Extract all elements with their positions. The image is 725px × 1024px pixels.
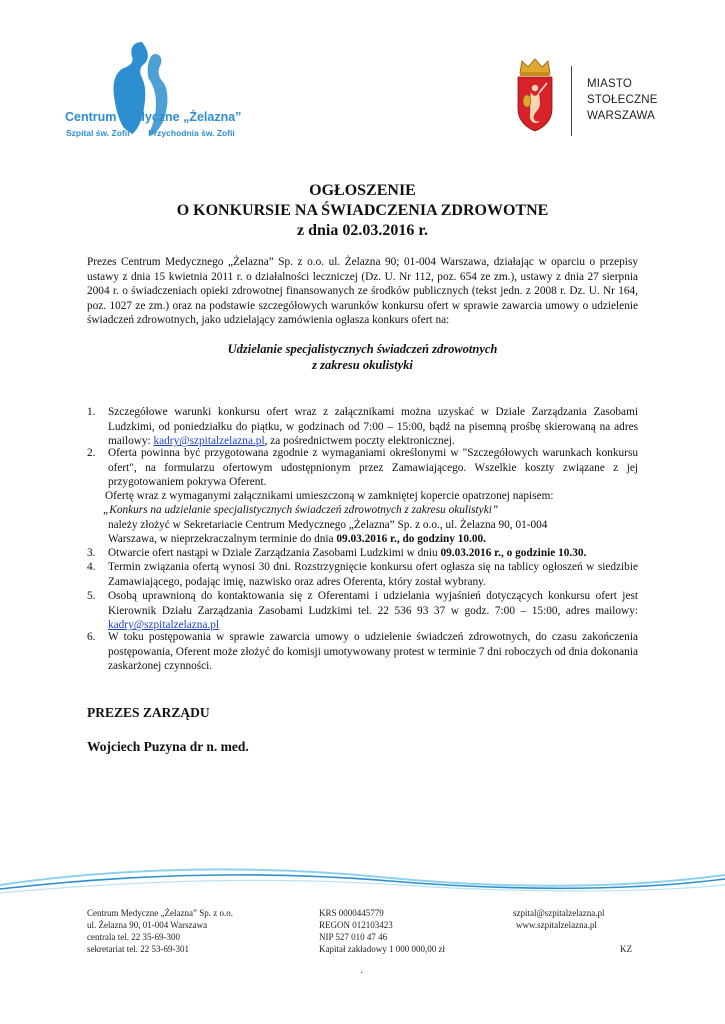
deadline-date: 09.03.2016 r., do godziny 10.00. — [336, 533, 486, 545]
deadline-line — [108, 532, 486, 547]
signatory-name: Wojciech Puzyna dr n. med. — [87, 739, 249, 754]
footer-phone: centrala tel. 22 35-69-300 — [87, 932, 180, 942]
opening-date: 09.03.2016 r., o godzinie 10.30. — [440, 547, 587, 559]
logo-name: Centrum Medyczne „Żelazna” — [65, 110, 242, 124]
footer-secretariat-phone: sekretariat tel. 22 53-69-301 — [87, 944, 189, 954]
footer-dot: · — [360, 968, 364, 979]
list-number: 5. — [87, 590, 96, 602]
item-text: Warszawa, w nieprzekraczalnym terminie do dnia — [108, 533, 337, 545]
contest-subject-line-2: z zakresu okulistyki — [312, 358, 413, 372]
list-item: Oferta powinna być przygotowana zgodnie z wymaganiami określonymi w "Szczegółowych warunkach konkursu ofert", na formularzu ofertowym udostępnionym przez Zamawiającego. Wszelkie koszty związane z jej przygotowaniem pokrywa Oferent. — [108, 447, 638, 489]
list-item — [108, 546, 586, 561]
item-text: Szczegółowe warunki konkursu ofert wraz z załącznikami można uzyskać w Dziale Zarządzania Zasobami Ludzkimi, od poniedziałku do piątku, w godzinach od 7:00 – 15:00, bądź na pisemną prośbę skierowaną na adres mailowy: — [108, 406, 638, 448]
footer-company-info — [87, 907, 233, 955]
signatory-title: PREZES ZARZĄDU — [87, 705, 210, 720]
hospital-logo-icon — [62, 40, 252, 140]
footer-regon: REGON 012103423 — [319, 920, 393, 930]
logo-subtitle — [66, 128, 235, 138]
list-item-continuation: należy złożyć w Sekretariacie Centrum Medycznego „Żelazna” Sp. z o.o., ul. Żelazna 90, 01-004 — [108, 519, 548, 531]
city-line-1: MIASTO — [587, 78, 633, 90]
list-item: Termin związania ofertą wynosi 30 dni. Rozstrzygnięcie konkursu ofert ogłasza się na tablicy ogłoszeń w siedzibie Zamawiającego, podając imię, nazwisko oraz adres Oferenta, który został wybrany. — [108, 561, 638, 588]
footer-krs: KRS 0000445779 — [319, 908, 384, 918]
footer-nip: NIP 527 010 47 46 — [319, 932, 388, 942]
city-name-block — [587, 76, 658, 124]
page-title: OGŁOSZENIE — [309, 182, 416, 199]
logo-sub-clinic: Przychodnia św. Zofii — [148, 128, 235, 138]
envelope-label: „Konkurs na udzielanie specjalistycznych świadczeń zdrowotnych z zakresu okulistyki” — [103, 504, 499, 516]
list-number: 2. — [87, 447, 96, 459]
list-item-continuation: Ofertę wraz z wymaganymi załącznikami umieszczoną w zamkniętej kopercie opatrzonej napisem: — [105, 490, 554, 502]
footer-email: szpital@szpitalzelazna.pl — [513, 908, 605, 918]
email-link[interactable]: kadry@szpitalzelazna.pl — [153, 435, 265, 448]
list-item — [108, 589, 638, 633]
item-text: Otwarcie ofert nastąpi w Dziale Zarządzania Zasobami Ludzkimi w dniu — [108, 547, 441, 559]
announcement-date: z dnia 02.03.2016 r. — [297, 222, 428, 239]
contest-subject-line-1: Udzielanie specjalistycznych świadczeń zdrowotnych — [227, 342, 498, 356]
footer-company-name: Centrum Medyczne „Żelazna” Sp. z o.o. — [87, 908, 233, 918]
logo-sub-hospital: Szpital św. Zofii — [66, 128, 130, 138]
footer-address: ul. Żelazna 90, 01-004 Warszawa — [87, 920, 208, 930]
page-subtitle: O KONKURSIE NA ŚWIADCZENIA ZDROWOTNE — [176, 202, 549, 219]
warsaw-crest-icon — [512, 57, 558, 133]
list-item — [108, 405, 638, 449]
email-link[interactable]: kadry@szpitalzelazna.pl — [108, 619, 220, 632]
list-number: 3. — [87, 547, 96, 559]
footer-website: www.szpitalzelazna.pl — [516, 920, 597, 930]
list-number: 6. — [87, 631, 96, 643]
header-divider — [571, 66, 572, 136]
list-item: W toku postępowania w sprawie zawarcia umowy o udzielenie świadczeń zdrowotnych, do czasu zakończenia postępowania, Oferent może złożyć do komisji umotywowany protest w terminie 7 dni roboczych od dnia dokonania zaskarżonej czynności. — [108, 631, 638, 673]
city-line-2: STOŁECZNE — [587, 94, 658, 106]
intro-paragraph: Prezes Centrum Medycznego „Żelazna” Sp. z o.o. ul. Żelazna 90; 01-004 Warszawa, działając w oparciu o przepisy ustawy z dnia 15 kwietnia 2011 r. o działalności leczniczej (Dz. U. Nr 112, poz. 654 ze zm.), ustawy z dnia 27 sierpnia 2004 r. o świadczeniach opieki zdrowotnej finansowanych ze środków publicznych (tekst jedn. z 2008 r. Dz. U. Nr 164, poz. 1027 ze zm.) oraz na podstawie szczegółowych warunków konkursu ofert w sprawie zawarcia umowy o udzielenie świadczeń zdrowotnych, jako udzielający zamówienia ogłasza konkurs ofert na: — [87, 256, 638, 327]
city-line-3: WARSZAWA — [587, 110, 656, 122]
footer-registration-info — [319, 907, 445, 955]
list-number: 4. — [87, 561, 96, 573]
footer-initials: KZ — [620, 944, 632, 954]
footer-wave-decoration — [0, 863, 725, 897]
list-number: 1. — [87, 406, 96, 418]
item-text: Osobą uprawnioną do kontaktowania się z Oferentami i udzielania wyjaśnień dotyczących konkursu ofert jest Kierownik Działu Zarządzania Zasobami Ludzkimi tel. 22 536 93 37 w godz. 7:00 – 15:00, adres mailowy: — [108, 590, 638, 617]
footer-capital: Kapitał zakładowy 1 000 000,00 zł — [319, 944, 445, 954]
item-text: , za pośrednictwem poczty elektronicznej. — [264, 435, 455, 448]
